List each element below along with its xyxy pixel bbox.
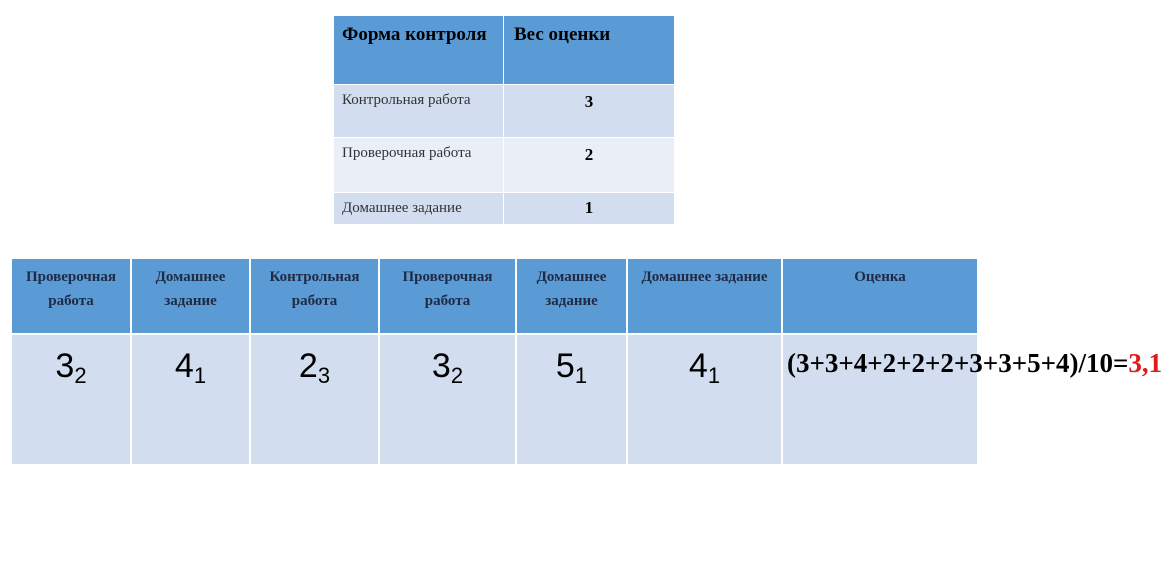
grade-cell [250, 334, 379, 465]
grade-weight: 1 [193, 363, 207, 388]
grades-header-cell: Домашнее задание [131, 258, 250, 334]
grades-table [10, 257, 1162, 466]
grades-header-cell: Проверочная работа [379, 258, 516, 334]
grades-header-cell: Домашнее задание [516, 258, 627, 334]
grade-value: 2 [298, 347, 318, 385]
grade-value: 5 [555, 347, 575, 385]
grade-cell [11, 334, 131, 465]
weights-form-cell: Контрольная работа [334, 85, 504, 138]
grade-value: 3 [55, 347, 75, 385]
weights-row [334, 193, 675, 225]
grades-header-row [11, 258, 978, 334]
weights-form-cell: Проверочная работа [334, 138, 504, 193]
grades-header-cell: Домашнее задание [627, 258, 782, 334]
grade-cell [379, 334, 516, 465]
grade-weight: 2 [450, 363, 464, 388]
grade-cell [516, 334, 627, 465]
grades-body-row [11, 334, 978, 465]
grade-weight: 1 [574, 363, 588, 388]
grade-weight: 2 [74, 363, 87, 388]
grade-weight: 1 [707, 363, 721, 388]
weights-header-weight: Вес оценки [504, 16, 675, 85]
grade-cell [627, 334, 782, 465]
result-cell [782, 334, 1162, 465]
weights-table [333, 15, 675, 225]
grade-weight: 3 [317, 363, 331, 388]
weights-form-cell: Домашнее задание [334, 193, 504, 225]
weights-row [334, 85, 675, 138]
result-value: 3,1 [1128, 348, 1162, 378]
weights-weight-cell: 3 [504, 85, 675, 138]
grades-header-cell: Контрольная работа [250, 258, 379, 334]
weights-weight-cell: 1 [504, 193, 675, 225]
grade-cell [131, 334, 250, 465]
grade-value: 4 [174, 347, 194, 385]
grade-value: 4 [688, 347, 708, 385]
grades-header-cell: Проверочная работа [11, 258, 131, 334]
weights-header-form: Форма контроля [334, 16, 504, 85]
weights-weight-cell: 2 [504, 138, 675, 193]
grades-header-result: Оценка [782, 258, 978, 334]
weights-header-row [334, 16, 675, 85]
result-formula: (3+3+4+2+2+2+3+3+5+4)/10= [787, 348, 1129, 378]
weights-row [334, 138, 675, 193]
grade-value: 3 [431, 347, 451, 385]
